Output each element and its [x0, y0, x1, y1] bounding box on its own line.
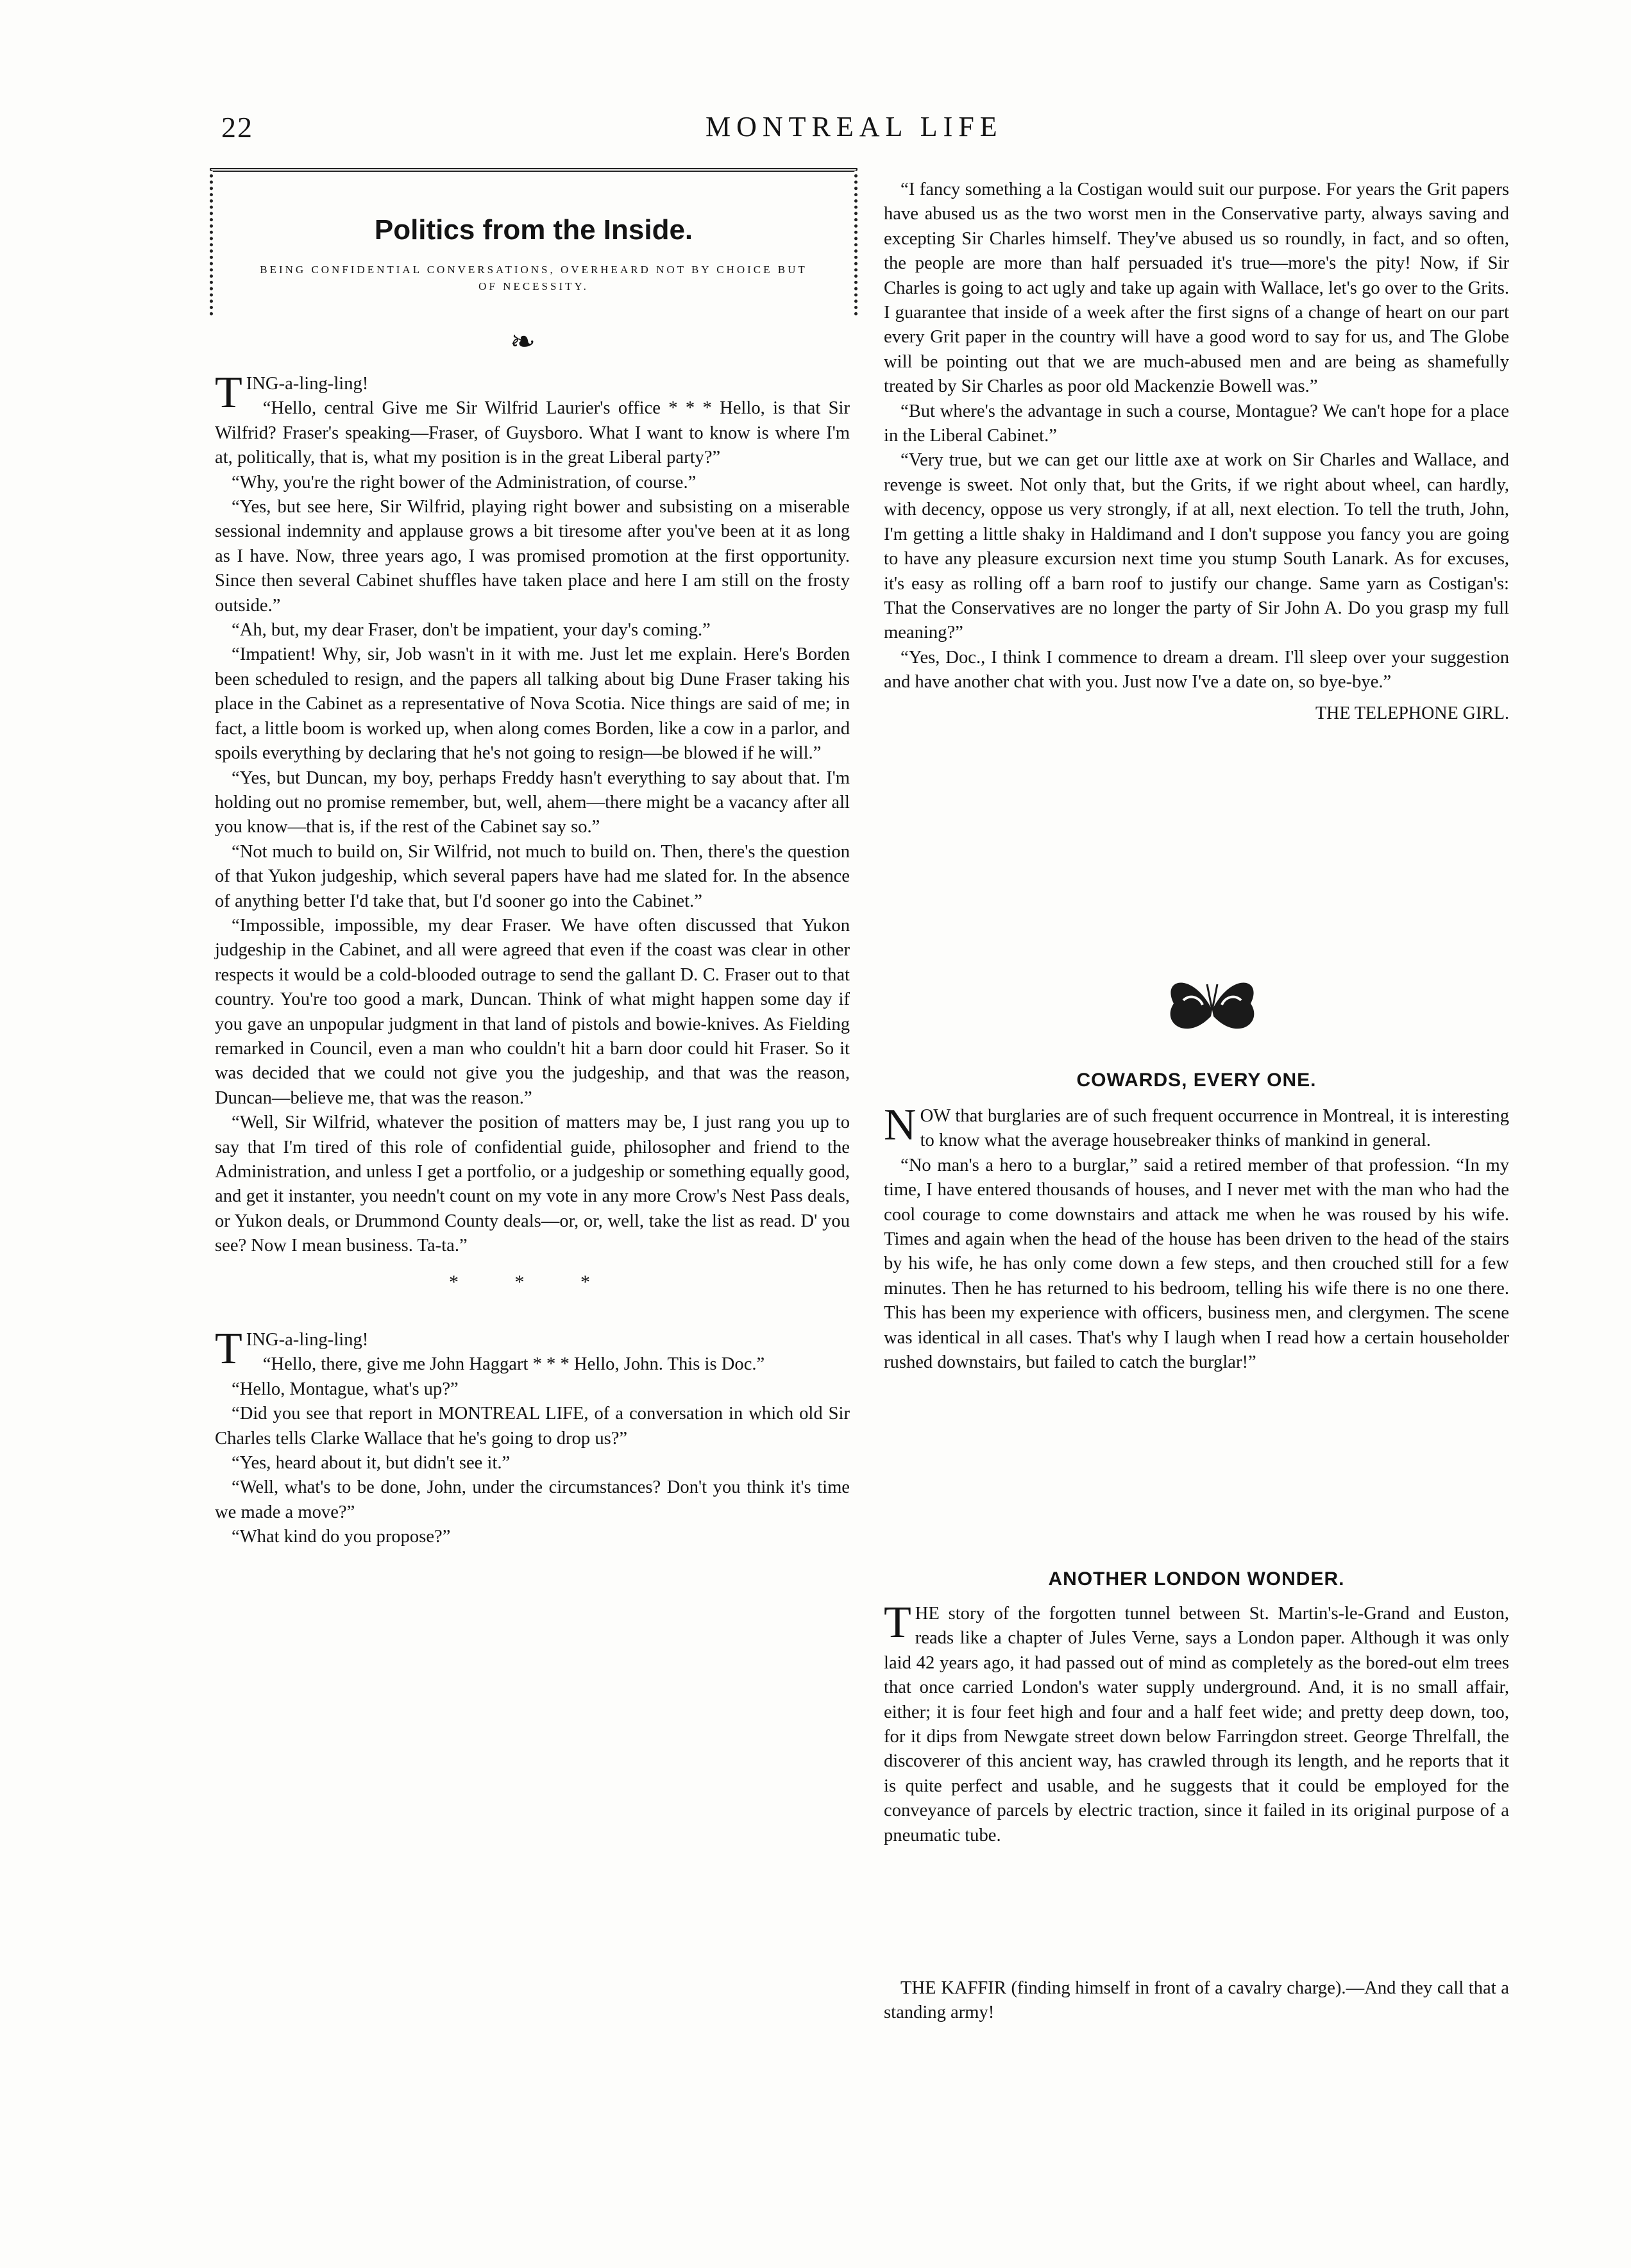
- squib: [884, 1976, 1509, 2026]
- paragraph: “Well, Sir Wilfrid, whatever the position of matters may be, I just rang you up to say that I'm tired of this role of confidential guide, philosopher and friend to the Administration, and unless I get a portfolio, or a judgeship or something equally good, and get it instanter, you needn't count on my vote in any more Crow's Nest Pass deals, or Yukon deals, or Drummond County deals—or, or, well, take the list as read. D' you see? Now I mean business. Ta-ta.”: [215, 1113, 850, 1256]
- paragraph: “Hello, there, give me John Haggart * * * Hello, John. This is Doc.”: [262, 1354, 765, 1375]
- paragraph: TING-a-ling-ling!: [215, 368, 369, 417]
- paragraph: “Yes, but Duncan, my boy, perhaps Freddy hasn't everything to say about that. I'm holding out no promise remember, but, well, ahem—there might be a vacancy after all you know—that is, if the rest of the Cabinet say so.”: [215, 768, 850, 837]
- article-subtitle: BEING CONFIDENTIAL CONVERSATIONS, OVERHEARD NOT BY CHOICE BUT OF NECESSITY.: [260, 264, 807, 292]
- drop-cap: N: [884, 1100, 917, 1150]
- paragraph: “Impatient! Why, sir, Job wasn't in it with me. Just let me explain. Here's Borden been scheduled to resign, and the papers all talking about big Dune Fraser taking his place in the Cabinet as a representative of Nova Scotia. Nice things are said of me; in fact, a little boom is worked up, when along comes Borden, like a cow in a parlor, and spoils everything by declaring that he's not going to resign—be blowed if he will.”: [215, 644, 850, 764]
- paragraph: “No man's a hero to a burglar,” said a retired member of that profession. “In my time, I have entered thousands of houses, and I never met with the man who had the cool courage to come downstairs and attack me when he was roused by his wife. Times and again when the head of the house has been driven to the head of the stairs by his wife, he has only come down a few steps, and then crouched still for a few minutes. Then he has returned to his bedroom, telling his wife there is no one there. This has been my experience with officers, business men, and clergymen. The scene was identical in all cases. That's why I laugh when I read how a certain householder rushed downstairs, but failed to catch the burglar!”: [884, 1155, 1509, 1373]
- paragraph: “What kind do you propose?”: [232, 1527, 451, 1547]
- paragraph: “Not much to build on, Sir Wilfrid, not much to build on. Then, there's the question of that Yukon judgeship, which several papers have had me slated for. In the absence of anything better I'd take that, but I'd sooner go into the Cabinet.”: [215, 841, 850, 911]
- title-box: [210, 168, 858, 315]
- section-separator: * * *: [449, 1271, 616, 1293]
- paragraph: “Impossible, impossible, my dear Fraser. We have often discussed that Yukon judgeship in the Cabinet, and all were agreed that even if the coast was clear in other respects it would be a cold-blooded outrage to send the gallant D. C. Fraser out to that country. You're too good a mark, Duncan. Think of what might happen some day if you gave an unpopular judgment in that land of pistols and bowie-knives. As Fielding remarked in Council, even a man who couldn't hit a barn door could hit Fraser. So it was decided that we could not give you the judgeship, and that was the reason, Duncan—believe me, that was the reason.”: [215, 915, 850, 1108]
- paragraph: THE story of the forgotten tunnel between St. Martin's-le-Grand and Euston, reads like a chapter of Jules Verne, says a London paper. Although it was only laid 42 years ago, it had passed out of mind as completely as the bored-out elm trees that once carried London's water supply underground. And, it is no small affair, either; it is four feet high and four and a half feet wide; and pretty deep down, too, for it dips from Newgate street down below Farringdon street. George Threlfall, the discoverer of this ancient way, has crawled through its length, and he reports that it is quite perfect and usable, and he suggests that it could be employed for the conveyance of parcels by electric traction, since it failed in its original purpose of a pneumatic tube.: [884, 1598, 1509, 1845]
- fleuron-ornament: ❧: [510, 325, 536, 359]
- paragraph: TING-a-ling-ling!: [215, 1324, 369, 1374]
- running-title: MONTREAL LIFE: [706, 111, 1003, 142]
- paragraph: “Well, what's to be done, John, under the circumstances? Don't you think it's time we made a move?”: [215, 1477, 850, 1522]
- left-column: [215, 368, 850, 1550]
- paragraph: “But where's the advantage in such a course, Montague? We can't hope for a place in the Liberal Cabinet.”: [884, 401, 1509, 446]
- paragraph: “Yes, Doc., I think I commence to dream a dream. I'll sleep over your suggestion and have another chat with you. Just now I've a date on, so bye-bye.”: [884, 647, 1509, 693]
- paragraph: “Very true, but we can get our little axe at work on Sir Charles and Wallace, and revenge is sweet. Not only that, but the Grits, if we right about wheel, can hardly, with decency, oppose us very strongly, if at all, next election. To tell the truth, John, I'm getting a little shaky in Haldimand and I don't suppose you fancy you are going to have any pleasure excursion next time you stump South Lanark. As for excuses, it's easy as rolling off a barn roof to justify our change. Same yarn as Costigan's: That the Conservatives are no longer the party of Sir John A. Do you grasp my full meaning?”: [884, 450, 1509, 643]
- article-cowards: [884, 1100, 1509, 1375]
- butterfly-icon: [1154, 965, 1270, 1055]
- paragraph: “I fancy something a la Costigan would suit our purpose. For years the Grit papers have abused us as the two worst men in the Conservative party, always saving and excepting Sir Charles himself. They've abused us so roundly, in fact, and so often, the people are more than half persuaded it's true—more's the pity! Now, if Sir Charles is going to act ugly and take up again with Wallace, let's go over to the Grits. I guarantee that inside of a week after the first signs of a change of heart on our part every Grit paper in the country will have a good word to say for us, and The Globe will be pointing out that we are much-abused men and are being as shamefully treated by Sir Charles as poor old Mackenzie Bowell was.”: [884, 180, 1509, 397]
- paragraph: THE KAFFIR (finding himself in front of a cavalry charge).—And they call that a standing army!: [884, 1978, 1509, 2023]
- paragraph: “Hello, Montague, what's up?”: [232, 1379, 459, 1399]
- drop-cap: T: [884, 1598, 911, 1647]
- article-london: [884, 1598, 1509, 1848]
- article-headline: ANOTHER LONDON WONDER.: [1048, 1568, 1345, 1590]
- article-title: Politics from the Inside.: [374, 214, 693, 246]
- paragraph: “Yes, but see here, Sir Wilfrid, playing right bower and subsisting on a miserable sessional indemnity and applause grows a bit tiresome after you've been at it as long as I have. Now, three years ago, I was promised promotion at the first opportunity. Since then several Cabinet shuffles have taken place and here I am still on the frosty outside.”: [215, 497, 850, 616]
- drop-cap: T: [215, 368, 242, 417]
- drop-cap: T: [215, 1324, 242, 1374]
- signature: THE TELEPHONE GIRL.: [1315, 703, 1509, 723]
- right-column: [884, 178, 1509, 726]
- paragraph: “Hello, central Give me Sir Wilfrid Laurier's office * * * Hello, is that Sir Wilfrid? Fraser's speaking—Fraser, of Guysboro. What I want to know is where I'm at, politically, that is, what my position is in the great Liberal party?”: [215, 398, 850, 468]
- paragraph: “Did you see that report in MONTREAL LIFE, of a conversation in which old Sir Charles tells Clarke Wallace that he's going to drop us?”: [215, 1404, 850, 1449]
- article-headline: COWARDS, EVERY ONE.: [1076, 1070, 1317, 1091]
- paragraph: “Ah, but, my dear Fraser, don't be impatient, your day's coming.”: [232, 620, 711, 641]
- paragraph: NOW that burglaries are of such frequent occurrence in Montreal, it is interesting to know what the average housebreaker thinks of mankind in general.: [884, 1100, 1509, 1151]
- page-number: 22: [221, 111, 253, 144]
- paragraph: “Why, you're the right bower of the Administration, of course.”: [232, 472, 697, 492]
- paragraph: “Yes, heard about it, but didn't see it.”: [232, 1453, 511, 1474]
